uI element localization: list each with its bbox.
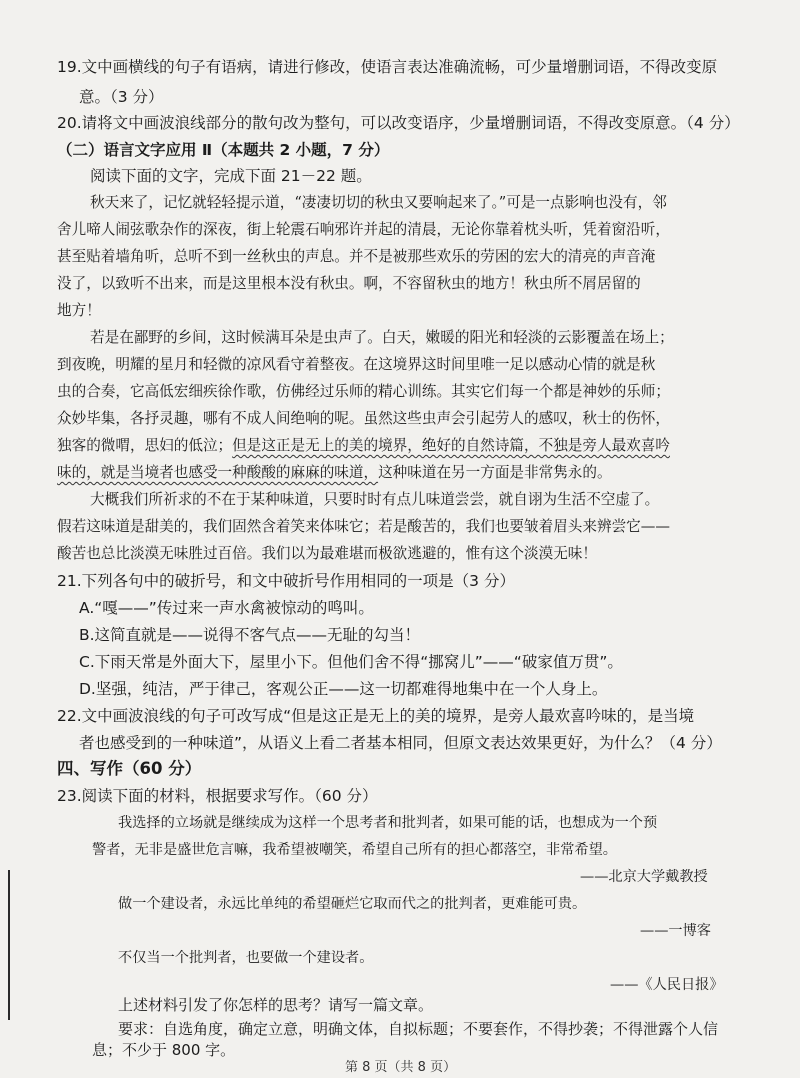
q21-option-b: B.这简直就是——说得不客气点——无耻的勾当！: [79, 626, 421, 644]
passage-p1-line3: 甚至贴着墙角听，总听不到一丝秋虫的声息。并不是被那些欢乐的劳困的宏大的清亮的声音淹: [57, 248, 656, 265]
section2-heading: （二）语言文字应用 Ⅱ（本题共 2 小题，7 分）: [57, 141, 390, 159]
q23-requirements-line2: 息；不少于 800 字。: [92, 1041, 236, 1059]
passage-p1-line4: 没了，以致听不出来，而是这里根本没有秋虫。啊，不容留秋虫的地方！秋虫所不屑居留的: [57, 275, 641, 292]
q19-line1: 19.文中画横线的句子有语病，请进行修改，使语言表达准确流畅，可少量增删词语，不得改变原: [57, 58, 718, 76]
q23-source3: ——《人民日报》: [610, 977, 724, 993]
passage-p2-line5-plain: 独客的微喟，思妇的低泣；: [57, 437, 233, 454]
passage-p2-line2: 到夜晚，明耀的星月和轻微的凉风看守着整夜。在这境界这时间里唯一足以感动心情的就是秋: [57, 356, 656, 373]
passage-p2-line6: [57, 463, 612, 483]
section4-heading: 四、写作（60 分）: [57, 759, 202, 778]
passage-p2-line3: 虫的合奏，它高低宏细疾徐作歌，仿佛经过乐师的精心训练。其实它们每一个都是神妙的乐师；: [57, 383, 670, 400]
section2-instruction: 阅读下面的文字，完成下面 21－22 题。: [90, 167, 372, 185]
passage-p2-line5: [57, 436, 670, 456]
passage-p2-line6-plain: 这种味道在另一方面是非常隽永的。: [378, 464, 612, 481]
passage-p3-line3: 酸苦也总比淡漠无味胜过百倍。我们以为最难堪而极欲逃避的，惟有这个淡漠无味！: [57, 545, 597, 562]
passage-p1-line5: 地方！: [57, 302, 101, 319]
q23-stem: 23.阅读下面的材料，根据要求写作。（60 分）: [57, 787, 378, 805]
page-number: 第 8 页（共 8 页）: [345, 1060, 457, 1075]
q22-line2: 者也感受到的一种味道”，从语义上看二者基本相同，但原文表达效果更好，为什么？（4 分）: [79, 734, 722, 752]
q23-source2: ——一博客: [640, 923, 711, 939]
wavy-underlined-sentence-part1: 但是这正是无上的美的境界，绝好的自然诗篇，不独是旁人最欢喜吟: [232, 437, 670, 454]
passage-p2-line1: 若是在鄙野的乡间，这时候满耳朵是虫声了。白天，嫩暖的阳光和轻淡的云影覆盖在场上；: [90, 329, 674, 346]
q23-quote2: 做一个建设者，永远比单纯的希望砸烂它取而代之的批判者，更难能可贵。: [118, 896, 587, 912]
q21-option-a: A.“嘎——”传过来一声水禽被惊动的鸣叫。: [79, 599, 374, 617]
passage-p3-line1: 大概我们所祈求的不在于某种味道，只要时时有点儿味道尝尝，就自诩为生活不空虚了。: [90, 491, 660, 508]
q23-prompt: 上述材料引发了你怎样的思考？请写一篇文章。: [118, 996, 434, 1014]
scan-edge-mark: [8, 870, 10, 1020]
wavy-underlined-sentence-part2: 味的，就是当境者也感受一种酸酸的麻麻的味道，: [57, 464, 379, 481]
q23-quote1-line1: 我选择的立场就是继续成为这样一个思考者和批判者，如果可能的话，也想成为一个预: [118, 815, 658, 831]
passage-p1-line1: 秋天来了，记忆就轻轻提示道，“凄凄切切的秋虫又要响起来了。”可是一点影响也没有，邻: [90, 194, 667, 211]
q22-line1: 22.文中画波浪线的句子可改写成“但是这正是无上的美的境界，是旁人最欢喜吟味的，是当境: [57, 707, 695, 725]
q21-option-c: C.下雨天常是外面大下，屋里小下。但他们舍不得“挪窝儿”——“破家值万贯”。: [79, 653, 623, 671]
q21-stem: 21.下列各句中的破折号，和文中破折号作用相同的一项是（3 分）: [57, 572, 515, 590]
passage-p1-line2: 舍儿啼人闹弦歌杂作的深夜，街上轮震石响邪许并起的清晨，无论你靠着枕头听，凭着窗沿听，: [57, 221, 670, 238]
passage-p3-line2: 假若这味道是甜美的，我们固然含着笑来体味它；若是酸苦的，我们也要皱着眉头来辨尝它——: [57, 518, 670, 535]
q23-quote3: 不仅当一个批判者，也要做一个建设者。: [118, 950, 374, 966]
passage-p2-line4: 众妙毕集，各抒灵趣，哪有不成人间绝响的呢。虽然这些虫声会引起劳人的感叹，秋士的伤怀，: [57, 410, 670, 427]
q23-quote1-line2: 警者，无非是盛世危言嘛，我希望被嘲笑，希望自己所有的担心都落空，非常希望。: [92, 842, 617, 858]
q19-line2: 意。（3 分）: [79, 88, 164, 106]
q23-requirements-line1: 要求：自选角度，确定立意，明确文体，自拟标题；不要套作，不得抄袭；不得泄露个人信: [118, 1020, 719, 1038]
q21-option-d: D.坚强，纯洁，严于律己，客观公正——这一切都难得地集中在一个人身上。: [79, 680, 608, 698]
q20-line1: 20.请将文中画波浪线部分的散句改为整句，可以改变语序，少量增删词语，不得改变原意。（4 分）: [57, 114, 740, 132]
q23-source1: ——北京大学戴教授: [580, 869, 708, 885]
